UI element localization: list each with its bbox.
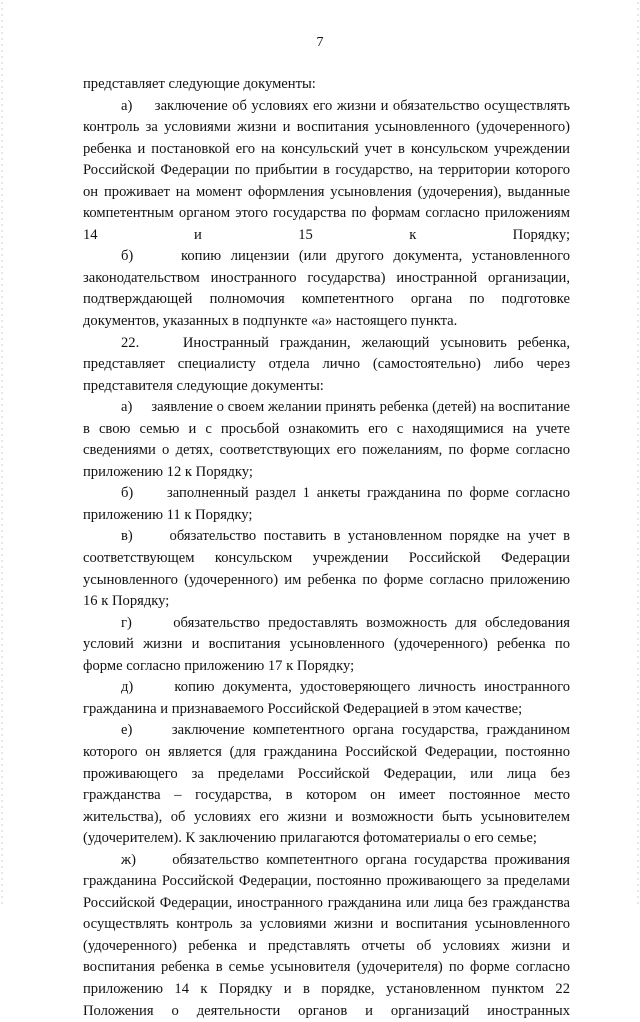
scan-edge-right — [637, 0, 639, 905]
paragraph-point-22-item-zh: ж) обязательство компетентного органа государства проживания гражданина Российской Федерации, постоянно проживающего за пределами Российской Федерации, иностранного гражданина или лица без гражданства осуществлять контроль за условиями жизни и воспитания усыновленного (удочеренного) ребенка и представлять отчеты об условиях жизни и воспитания ребенка в семье усыновителя (удочерителя) по форме согласно приложению 14 к Порядку и в порядке, установленном пунктом 22 Положения о деятельности органов и организаций иностранных — [83, 851, 570, 1019]
paragraph-intro: представляет следующие документы: — [83, 76, 316, 92]
paragraph-point-22-item-b: б) заполненный раздел 1 анкеты гражданина по форме согласно приложению 11 к Порядку; — [83, 485, 570, 523]
page-number: 7 — [316, 35, 324, 50]
scan-edge-left — [1, 0, 3, 905]
paragraph-point-22: 22. Иностранный гражданин, желающий усыновить ребенка, представляет специалисту отдела лично (самостоятельно) либо через представителя следующие документы: — [83, 334, 570, 394]
paragraph-point-22-item-g: г) обязательство предоставлять возможность для обследования условий жизни и воспитания усыновленного (удочеренного) ребенка по форме согласно приложению 17 к Порядку; — [83, 614, 570, 674]
paragraph-point-22-item-a: а) заявление о своем желании принять ребенка (детей) на воспитание в свою семью и с просьбой ознакомить его с находящимися на учете сведениями о детях, соответствующих его пожеланиям, по форме согласно приложению 12 к Порядку; — [83, 399, 570, 480]
paragraph-point-22-item-e: е) заключение компетентного органа государства, гражданином которого он является (для гражданина Российской Федерации, постоянно проживающего за пределами Российской Федерации, или лица без гражданства – государства, в котором он имеет постоянное место жительства), об условиях его жизни и возможности быть усыновителем (удочерителем). К заключению прилагаются фотоматериалы о его семье; — [83, 722, 570, 847]
paragraph-point-22-item-d: д) копию документа, удостоверяющего личность иностранного гражданина и признаваемого Российской Федерацией в этом качестве; — [83, 679, 570, 717]
paragraph-point-22-item-v: в) обязательство поставить в установленном порядке на учет в соответствующем консульском учреждении Российской Федерации усыновленного (удочеренного) им ребенка по форме согласно приложению 16 к Порядку; — [83, 528, 570, 610]
paragraph-item-a: а) заключение об условиях его жизни и обязательство осуществлять контроль за условиями жизни и воспитания усыновленного (удочеренного) ребенка и постановкой его на консульский учет в консульском учреждении Российской Федерации по прибытии в государство, на территории которого он проживает на момент оформления усыновления (удочерения), выданные компетентным органом этого государства по формам согласно приложениям 14 и 15 к Порядку; — [83, 97, 570, 243]
paragraph-item-b: б) копию лицензии (или другого документа, установленного законодательством иностранного государства) иностранной организации, подтверждающей полномочия компетентного органа по подготовке документов, указанных в подпункте «а» настоящего пункта. — [83, 248, 570, 330]
document-body — [83, 74, 570, 1022]
